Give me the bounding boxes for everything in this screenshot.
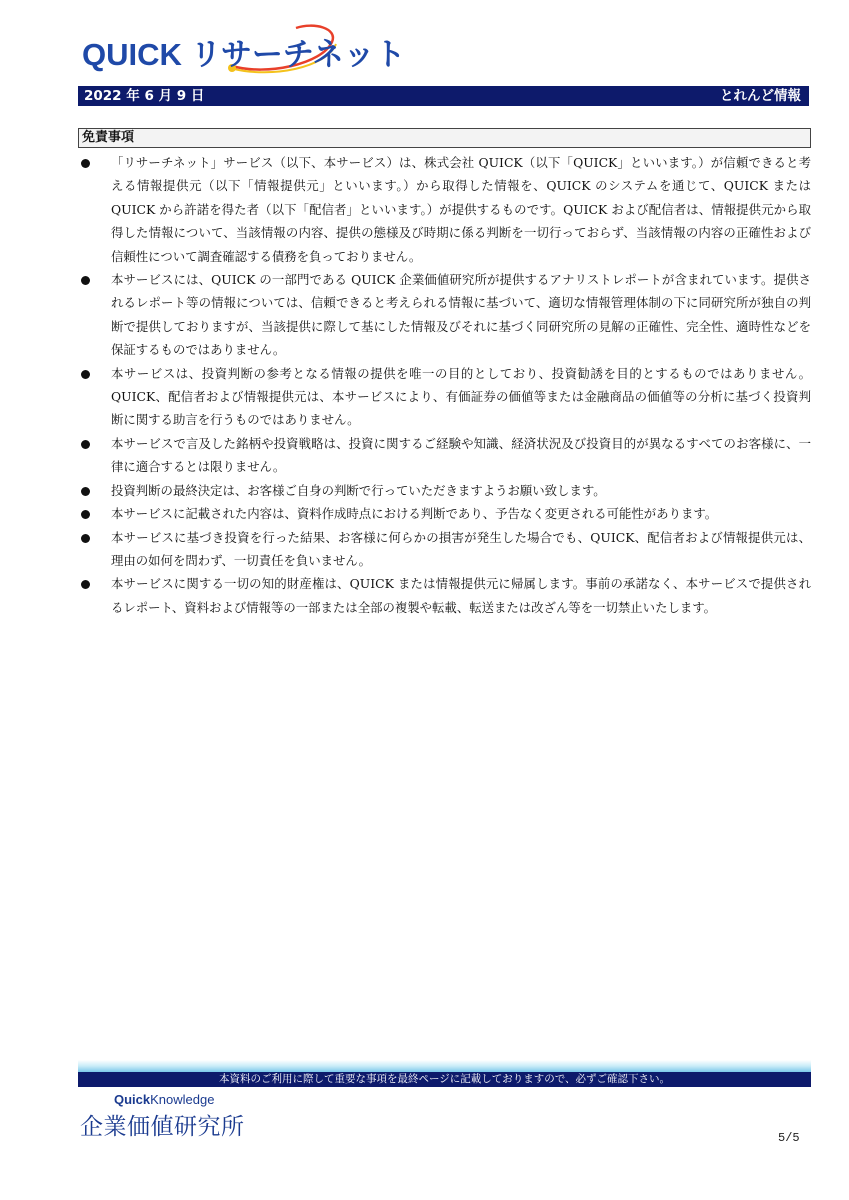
logo-text: QUICK リサーチネット (82, 37, 406, 72)
list-item (78, 151, 811, 268)
list-item (78, 362, 811, 432)
disclaimer-text: 本サービスで言及した銘柄や投資戦略は、投資に関するご経験や知識、経済状況及び投資目的が異なるすべてのお客様に、一律に適合するとは限りません。 (111, 435, 811, 475)
disclaimer-text: 本サービスに関する一切の知的財産権は、QUICK または情報提供元に帰属します。事前の承諾なく、本サービスで提供されるレポート、資料および情報等の一部または全部の複製や転載、転送または改ざん等を一切禁止いたします。 (111, 576, 811, 615)
list-item (78, 268, 811, 362)
list-item (78, 479, 811, 502)
list-item (78, 572, 811, 619)
bullet-icon (81, 580, 90, 589)
brand-quick: Quick (114, 1092, 151, 1107)
bullet-icon (81, 159, 90, 168)
report-date: 2022 年 6 月 9 日 (84, 88, 205, 104)
list-item (78, 502, 811, 525)
bullet-icon (81, 487, 90, 496)
disclaimer-list (78, 151, 811, 619)
footer-notice: 本資料のご利用に際して重要な事項を最終ページに記載しておりますので、必ずご確認下さい。 (78, 1072, 811, 1087)
disclaimer-text: 本サービスに記載された内容は、資料作成時点における判断であり、予告なく変更される可能性があります。 (111, 506, 718, 522)
header-bar (78, 86, 809, 106)
bullet-icon (81, 276, 90, 285)
bullet-icon (81, 534, 90, 543)
bullet-icon (81, 440, 90, 449)
disclaimer-text: 本サービスは、投資判断の参考となる情報の提供を唯一の目的としており、投資勧誘を目的とするものではありません。QUICK、配信者および情報提供元は、本サービスにより、有価証券の価値等または金融商品の価値等の分析に基づく投資判断に関する助言を行うものではありません。 (111, 365, 811, 428)
institute-name: 企業価値研究所 (80, 1114, 245, 1140)
list-item (78, 526, 811, 573)
bullet-icon (81, 370, 90, 379)
report-category: とれんど情報 (720, 88, 801, 104)
section-title: 免責事項 (78, 128, 811, 148)
footer-gradient (78, 1060, 811, 1072)
disclaimer-text: 本サービスには、QUICK の一部門である QUICK 企業価値研究所が提供するアナリストレポートが含まれています。提供されるレポート等の情報については、信頼できると考えられる情報に基づいて、適切な情報管理体制の下に同研究所が独自の判断で提供しておりますが、当該提供に際して基にした情報及びそれに基づく同研究所の見解の正確性、完全性、適時性などを保証するものではありません。 (111, 272, 811, 358)
disclaimer-text: 「リサーチネット」サービス（以下、本サービス）は、株式会社 QUICK（以下「QUICK」といいます。）が信頼できると考える情報提供元（以下「情報提供元」といいます。）から取得した情報を、QUICK のシステムを通じて、QUICK または QUICK から許諾を得た者（以下「配信者」といいます。）が提供するものです。QUICK および配信者は、情報提供元から取得した情報について、当該情報の内容、提供の態様及び時期に係る判断を一切行っておらず、当該情報の内容の正確性および信頼性について調査確認する債務を負っておりません。 (111, 155, 811, 264)
page-number: 5/5 (778, 1131, 800, 1145)
brand-knowledge: Knowledge (150, 1092, 215, 1107)
disclaimer-text: 投資判断の最終決定は、お客様ご自身の判断で行っていただきますようお願い致します。 (111, 482, 606, 498)
bullet-icon (81, 510, 90, 519)
quick-knowledge-logo (114, 1092, 214, 1107)
quick-research-net-logo (82, 14, 412, 78)
disclaimer-text: 本サービスに基づき投資を行った結果、お客様に何らかの損害が発生した場合でも、QUICK、配信者および情報提供元は、理由の如何を問わず、一切責任を負いません。 (111, 529, 811, 568)
list-item (78, 432, 811, 479)
